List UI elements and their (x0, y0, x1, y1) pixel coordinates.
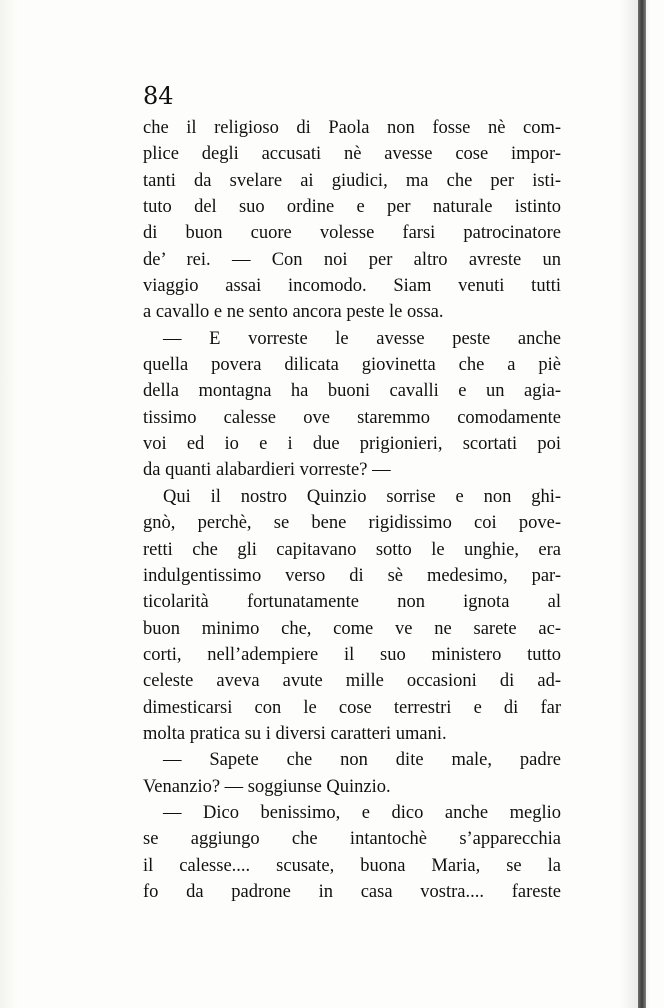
text-line: indulgentissimo verso di sè medesimo, par- (143, 565, 561, 586)
text-line: voi ed io e i due prigionieri, scortati poi (143, 434, 561, 455)
text-line: a cavallo e ne sento ancora peste le ossa. (143, 302, 444, 323)
text-line: gnò, perchè, se bene rigidissimo coi pove- (143, 513, 561, 534)
text-line: di buon cuore volesse farsi patrocinatore (143, 223, 561, 244)
text-line: — Sapete che non dite male, padre (163, 750, 561, 771)
text-line: de’ rei. — Con noi per altro avreste un (143, 249, 561, 270)
text-line: — Dico benissimo, e dico anche meglio (163, 802, 561, 823)
text-line: plice degli accusati nè avesse cose impor- (143, 144, 561, 165)
text-line: Qui il nostro Quinzio sorrise e non ghi- (163, 486, 561, 507)
text-line: molta pratica su i diversi caratteri umani. (143, 723, 447, 744)
text-line: tuto del suo ordine e per naturale istinto (143, 197, 561, 218)
text-line: se aggiungo che intantochè s’apparecchia (143, 829, 561, 850)
text-line: — E vorreste le avesse peste anche (163, 328, 561, 349)
text-line: dimesticarsi con le cose terrestri e di far (143, 697, 561, 718)
page-number: 84 (143, 82, 174, 110)
text-line: quella povera dilicata giovinetta che a piè (143, 355, 561, 376)
text-line: celeste aveva avute mille occasioni di ad- (143, 671, 561, 692)
binding-edge (638, 0, 646, 1008)
text-line: il calesse.... scusate, buona Maria, se la (143, 855, 561, 876)
text-line: Venanzio? — soggiunse Quinzio. (143, 776, 391, 797)
text-line: ticolarità fortunatamente non ignota al (143, 592, 561, 613)
body-text (143, 115, 561, 905)
text-line: fo da padrone in casa vostra.... fareste (143, 881, 561, 902)
text-line: retti che gli capitavano sotto le unghie, era (143, 539, 561, 560)
text-line: viaggio assai incomodo. Siam venuti tutti (143, 276, 561, 297)
text-line: buon minimo che, come ve ne sarete ac- (143, 618, 561, 639)
text-line: tissimo calesse ove staremmo comodamente (143, 407, 561, 428)
text-line: della montagna ha buoni cavalli e un agia- (143, 381, 561, 402)
text-line: da quanti alabardieri vorreste? — (143, 460, 391, 481)
text-line: tanti da svelare ai giudici, ma che per isti- (143, 170, 561, 191)
text-line: corti, nell’adempiere il suo ministero tutto (143, 644, 561, 665)
text-line: che il religioso di Paola non fosse nè com- (143, 118, 561, 138)
